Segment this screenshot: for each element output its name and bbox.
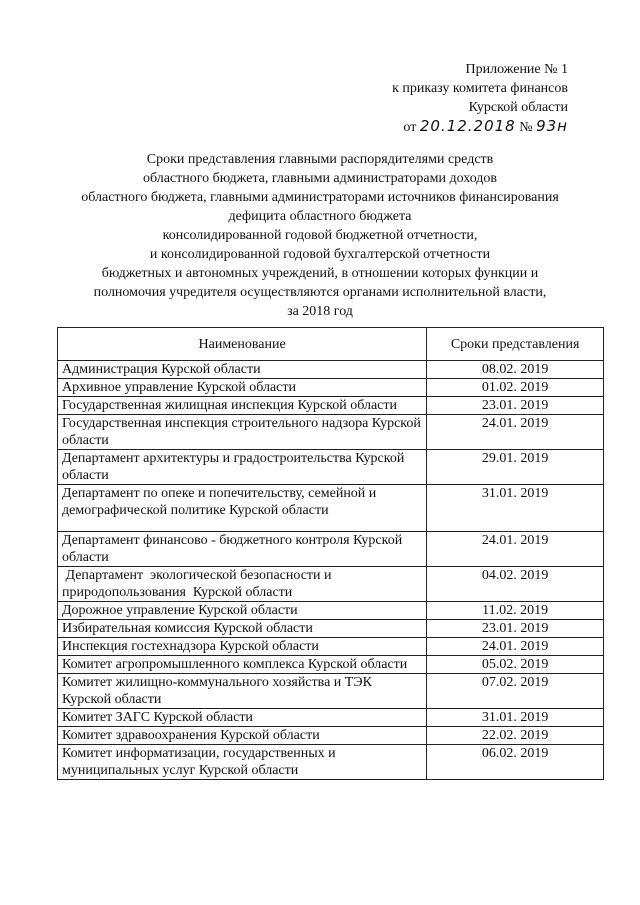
table-row [58, 656, 604, 674]
table-row [58, 709, 604, 727]
organization-name: Департамент финансово - бюджетного контроля Курской области [58, 532, 427, 567]
handwritten-date: 20.12.2018 [419, 117, 516, 135]
organization-name: Комитет информатизации, государственных и муниципальных услуг Курской области [58, 745, 427, 780]
submission-deadline: 23.01. 2019 [427, 397, 604, 415]
submission-deadline: 31.01. 2019 [427, 709, 604, 727]
title-line: за 2018 год [287, 304, 353, 319]
table-row [58, 745, 604, 780]
submission-deadline: 07.02. 2019 [427, 674, 604, 709]
submission-deadline: 04.02. 2019 [427, 567, 604, 602]
organization-name: Департамент по опеке и попечительству, семейной и демографической политике Курской области [58, 485, 427, 532]
submission-deadline: 06.02. 2019 [427, 745, 604, 780]
submission-deadline: 24.01. 2019 [427, 415, 604, 450]
appendix-header [368, 60, 568, 137]
title-line: областного бюджета, главными администраторами источников финансирования [81, 190, 559, 205]
organization-name: Комитет здравоохранения Курской области [58, 727, 427, 745]
submission-deadline: 24.01. 2019 [427, 638, 604, 656]
table-row [58, 379, 604, 397]
table-row [58, 638, 604, 656]
organization-name: Архивное управление Курской области [58, 379, 427, 397]
table-row [58, 620, 604, 638]
table-row [58, 485, 604, 532]
appendix-number: Приложение № 1 [465, 62, 568, 77]
table-row [58, 397, 604, 415]
title-line: консолидированной годовой бюджетной отчетности, [162, 228, 478, 243]
organization-name: Комитет ЗАГС Курской области [58, 709, 427, 727]
submission-deadline: 11.02. 2019 [427, 602, 604, 620]
title-line: дефицита областного бюджета [228, 209, 412, 224]
table-row [58, 567, 604, 602]
table-row [58, 727, 604, 745]
table-row [58, 602, 604, 620]
organization-name: Комитет жилищно-коммунального хозяйства и ТЭК Курской области [58, 674, 427, 709]
organization-name: Государственная инспекция строительного надзора Курской области [58, 415, 427, 450]
organization-name: Департамент архитектуры и градостроительства Курской области [58, 450, 427, 485]
submission-deadline: 08.02. 2019 [427, 361, 604, 379]
submission-deadline: 31.01. 2019 [427, 485, 604, 532]
organization-name: Администрация Курской области [58, 361, 427, 379]
title-line: Сроки представления главными распорядителями средств [146, 152, 494, 167]
region-name: Курской области [468, 100, 568, 115]
title-line: и консолидированной годовой бухгалтерской отчетности [149, 247, 491, 262]
order-date-line [368, 117, 568, 137]
submission-deadline: 24.01. 2019 [427, 532, 604, 567]
submission-deadline: 23.01. 2019 [427, 620, 604, 638]
table-row [58, 361, 604, 379]
submission-deadline: 05.02. 2019 [427, 656, 604, 674]
table-row [58, 415, 604, 450]
submission-deadline: 01.02. 2019 [427, 379, 604, 397]
table-header-row [58, 328, 604, 361]
number-symbol: № [519, 120, 533, 135]
title-line: полномочия учредителя осуществляются органами исполнительной власти, [93, 285, 547, 300]
organization-name: Избирательная комиссия Курской области [58, 620, 427, 638]
table-row [58, 450, 604, 485]
handwritten-number: 93н [536, 117, 568, 135]
column-header-deadline: Сроки представления [427, 328, 604, 361]
document-title [40, 150, 600, 321]
organization-name: Государственная жилищная инспекция Курской области [58, 397, 427, 415]
column-header-name: Наименование [58, 328, 427, 361]
table-row [58, 532, 604, 567]
title-line: областного бюджета, главными администраторами доходов [142, 171, 498, 186]
deadlines-table [57, 327, 604, 780]
organization-name: Инспекция гостехнадзора Курской области [58, 638, 427, 656]
order-reference: к приказу комитета финансов [392, 81, 568, 96]
table-row [58, 674, 604, 709]
organization-name: Комитет агропромышленного комплекса Курской области [58, 656, 427, 674]
submission-deadline: 29.01. 2019 [427, 450, 604, 485]
organization-name: Департамент экологической безопасности и природопользования Курской области [58, 567, 427, 602]
date-prefix: от [403, 120, 417, 135]
table-body [58, 361, 604, 780]
organization-name: Дорожное управление Курской области [58, 602, 427, 620]
title-line: бюджетных и автономных учреждений, в отношении которых функции и [101, 266, 539, 281]
submission-deadline: 22.02. 2019 [427, 727, 604, 745]
